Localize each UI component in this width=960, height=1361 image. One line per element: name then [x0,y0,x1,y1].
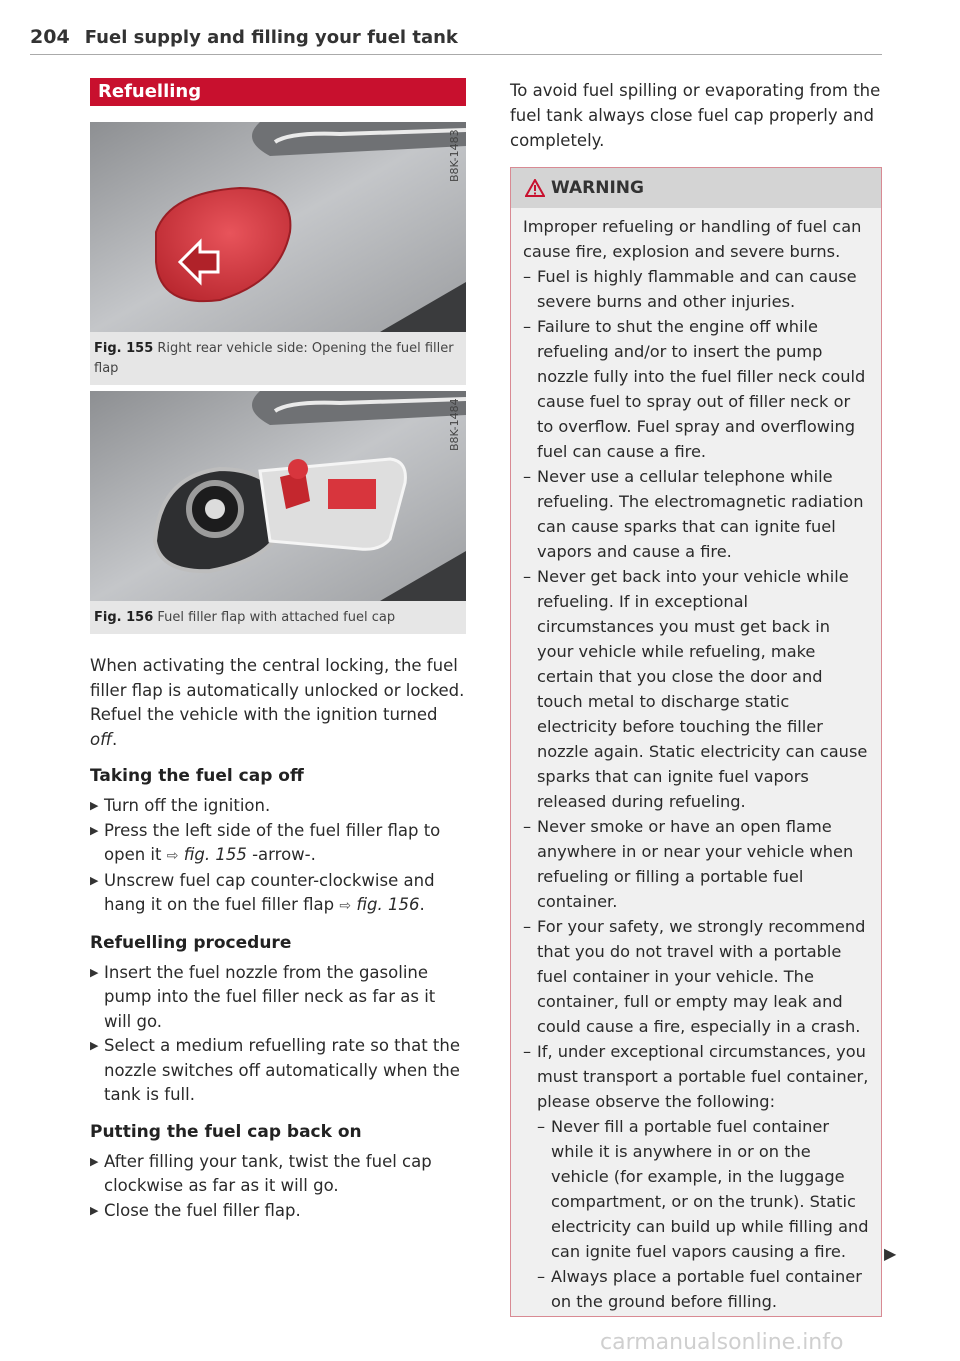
bullet-triangle-icon: ▶ [90,1154,99,1168]
warning-body [511,208,881,1316]
figure-155 [90,122,466,385]
list-item [90,961,466,1035]
bullet-triangle-icon: ▶ [90,799,99,812]
list-item [90,1199,466,1224]
watermark: carmanualsonline.info [600,1330,844,1355]
warning-subitem: – Always place a portable fuel container on the ground before filling. [537,1267,862,1311]
step-text: -arrow-. [252,845,316,864]
step-text: Turn off the ignition. [104,796,271,815]
page-number: 204 [30,26,70,48]
list-item [90,1150,466,1199]
warning-item: – Fuel is highly flammable and can cause severe burns and other injuries. [523,267,857,311]
warning-item: – Never get back into your vehicle while refueling. If in exceptional circumstances you must get back in your vehicle while refueling, make certain that you close the door and touch metal to discharge static electricity before touching the filler nozzle again. Static electricity can cause sparks that can ignite fuel vapors released during refueling. [523,567,868,811]
bullet-triangle-icon: ▶ [90,823,99,837]
warning-triangle-icon [525,179,545,197]
figure-label: Fig. 156 [94,610,154,625]
cross-reference-arrow-icon: ⇨ [166,848,179,864]
warning-item-text: For your safety, we strongly recommend that you do not travel with a portable fuel container in your vehicle. The container, full or empty may leak and could cause a fire, especially in a crash. [537,917,866,1036]
bullet-triangle-icon: ▶ [90,965,99,979]
list-item [90,1034,466,1108]
warning-item: – Never use a cellular telephone while refueling. The electromagnetic radiation can cause sparks that can ignite fuel vapors and cause a fire. [523,467,864,561]
warning-title: WARNING [551,178,644,198]
left-column [90,78,466,1223]
bullet-triangle-icon: ▶ [90,1203,99,1217]
right-intro-paragraph: To avoid fuel spilling or evaporating from the fuel tank always close fuel cap properly and completely. [510,81,881,150]
step-text: Select a medium refuelling rate so that the nozzle switches off automatically when the tank is full. [104,1036,461,1104]
step-text: Insert the fuel nozzle from the gasoline pump into the fuel filler neck as far as it will go. [104,962,436,1031]
step-text: Unscrew fuel cap counter-clockwise and hang it on the fuel filler flap [104,870,435,914]
steps-refuelling-procedure [90,961,466,1108]
warning-item-text: If, under exceptional circumstances, you must transport a portable fuel container, please observe the following: [537,1042,869,1111]
heading-putting-cap-on: Putting the fuel cap back on [90,1121,362,1142]
page-header [30,26,882,54]
steps-taking-cap-off [90,794,466,919]
warning-subitem-text: Always place a portable fuel container on the ground before filling. [551,1267,862,1311]
cross-reference-arrow-icon: ⇨ [339,898,352,914]
figure-code: B8K-1484 [448,398,461,451]
heading-taking-cap-off: Taking the fuel cap off [90,766,304,786]
heading-refuelling-procedure: Refuelling procedure [90,932,292,953]
warning-item: – Never smoke or have an open flame anywhere in or near your vehicle when refueling or filling a portable fuel container. [523,817,854,911]
intro-paragraph [90,654,466,752]
intro-end: . [112,729,118,749]
step-text: Close the fuel filler flap. [104,1200,301,1220]
figure-label: Fig. 155 [94,341,154,356]
figure-caption [90,332,466,385]
warning-box [510,167,882,1317]
step-text: Press the left side of the fuel filler flap to open it [104,820,441,864]
fuel-flap-open-image [90,391,466,601]
intro-emphasis: off [90,729,113,749]
warning-item-text: Never get back into your vehicle while refueling. If in exceptional circumstances you must get back in your vehicle while refueling, make certain that you close the door and touch metal to discharge static electricity before touching the filler nozzle again. Static electricity can cause sparks that can ignite fuel vapors released during refueling. [537,567,868,811]
figure-caption-text: Fuel filler flap with attached fuel cap [157,610,396,625]
warning-subitem-text: Never fill a portable fuel container while it is anywhere in or on the vehicle (for example, in the luggage compartment, or on the trunk). Static electricity can build up while filling and can ignite fuel vapors causing a fire. [551,1117,869,1261]
figure-reference-link[interactable]: fig. 156 [356,895,420,914]
step-text: After filling your tank, twist the fuel cap clockwise as far as it will go. [104,1151,432,1195]
warning-subitem: – Never fill a portable fuel container while it is anywhere in or on the vehicle (for example, in the luggage compartment, or on the trunk). Static electricity can build up while filling and can ignite fuel vapors causing a fire. [537,1117,869,1261]
list-item [90,869,466,919]
figure-code: B8K-1483 [448,129,461,182]
bullet-triangle-icon: ▶ [90,873,99,887]
steps-putting-cap-on [90,1150,466,1224]
header-divider [30,54,882,55]
step-text: . [419,895,425,914]
right-column [510,78,882,1317]
chapter-title: Fuel supply and filling your fuel tank [84,27,458,48]
warning-item: – If, under exceptional circumstances, you must transport a portable fuel container, please observe the following: [523,1042,869,1111]
figure-caption-text: Right rear vehicle side: Opening the fuel filler flap [94,341,454,376]
fuel-flap-closed-image [90,122,466,332]
warning-item-text: Fuel is highly flammable and can cause severe burns and other injuries. [537,267,857,311]
warning-item-text: Failure to shut the engine off while refueling and/or to insert the pump nozzle fully into the fuel filler neck could cause fuel to spray out of filler neck or to overflow. Fuel spray and overflowing fuel can cause a fire. [537,317,866,461]
figure-156 [90,391,466,634]
figure-caption [90,601,466,634]
list-item [90,794,466,819]
section-title: Refuelling [90,78,466,106]
warning-header [511,168,881,208]
warning-item: – For your safety, we strongly recommend that you do not travel with a portable fuel container in your vehicle. The container, full or empty may leak and could cause a fire, especially in a crash. [523,917,866,1036]
continue-arrow-icon: ▶ [884,1244,897,1263]
warning-intro: Improper refueling or handling of fuel can cause fire, explosion and severe burns. [523,217,862,261]
figure-reference-link[interactable]: fig. 155 [183,845,247,864]
warning-item-text: Never use a cellular telephone while refueling. The electromagnetic radiation can cause sparks that can ignite fuel vapors and cause a fire. [537,467,864,561]
warning-item-text: Never smoke or have an open flame anywhere in or near your vehicle when refueling or filling a portable fuel container. [537,817,854,911]
intro-text: When activating the central locking, the fuel filler flap is automatically unlocked or locked. Refuel the vehicle with the ignition turned [90,656,465,724]
list-item [90,819,466,869]
bullet-triangle-icon: ▶ [90,1039,99,1052]
warning-item: – Failure to shut the engine off while refueling and/or to insert the pump nozzle fully into the fuel filler neck could cause fuel to spray out of filler neck or to overflow. Fuel spray and overflowing fuel can cause a fire. [523,317,866,461]
